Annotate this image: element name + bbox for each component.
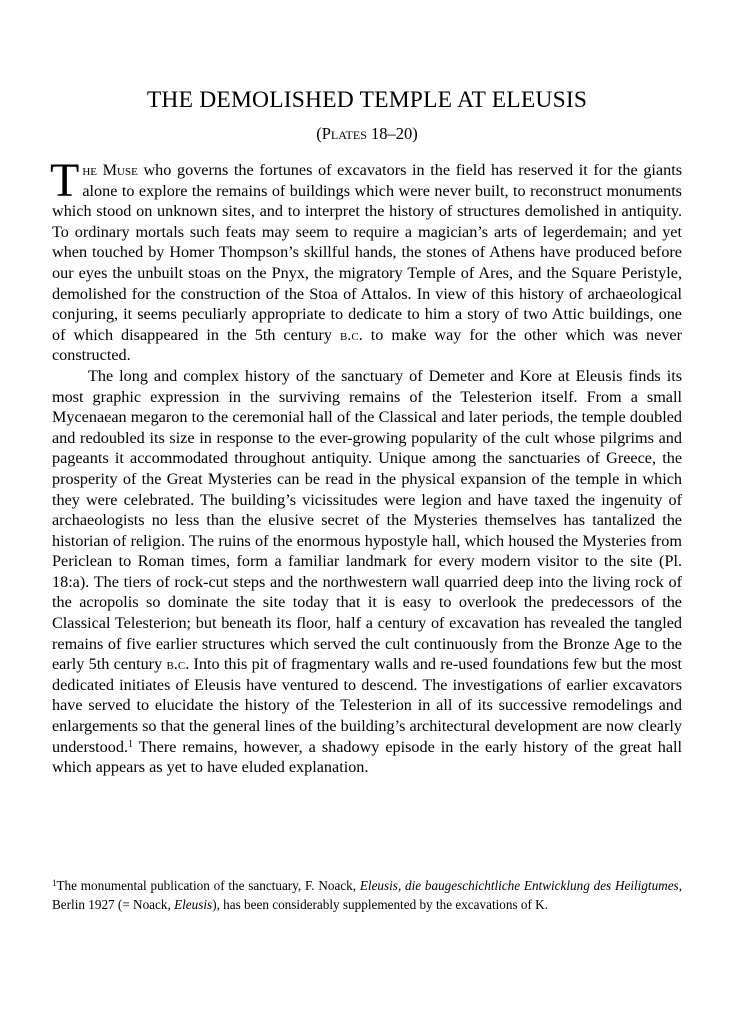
article-body: [50, 154, 683, 778]
footnote-reference[interactable]: 1: [127, 738, 133, 750]
paragraph-1-text: who governs the fortunes of excavators in the field has reserved it for the giants alone to explore the remains of buildings which were never built, to reconstruct monuments which stood on unknown sites, and to interpret the history of structures demolished in antiquity. To ordinary mortals such feats may seem to require a magician’s arts of legerdemain; and yet when touched by Homer Thompson’s skillful hands, the stones of Athens have produced before our eyes the unbuilt stoas on the Pnyx, the migratory Temple of Ares, and the Square Peristyle, demolished for the construction of the Stoa of Attalos. In view of this history of archaeological conjuring, it seems peculiarly appropriate to dedicate to him a story of two Attic buildings, one of which disappeared in the 5th century: [52, 161, 682, 344]
paragraph-2-text: The long and complex history of the sanctuary of Demeter and Kore at Eleusis finds its most graphic expression in the surviving remains of the Telesterion itself. From a small Mycenaean megaron to the ceremonial hall of the Classical and later periods, the temple doubled and redoubled its size in response to the ever-growing popularity of the cult whose pilgrims and pageants it accommodated throughout antiquity. Unique among the sanctuaries of Greece, the prosperity of the Great Mysteries can be read in the physical expansion of the temple in which they were celebrated. The building’s vicissitudes were legion and have taxed the ingenuity of archaeologists no less than the elusive secret of the Mysteries themselves has tantalized the historian of religion. The ruins of the enormous hypostyle hall, which housed the Mysteries from Periclean to Roman times, form a familiar landmark for every modern visitor to the site (Pl. 18:a). The tiers of rock-cut steps and the northwestern wall quarried deep into the living rock of the acropolis so dominate the site today that it is easy to overlook the predecessors of the Classical Telesterion; but beneath its floor, half a century of excavation has revealed the tangled remains of five earlier structures which served the cult continuously from the Bronze Age to the early 5th century: [52, 366, 682, 674]
paragraph-2-text-end: There remains, however, a shadowy episode in the early history of the great hall which appears as yet to have eluded explanation.: [52, 737, 682, 777]
era-abbreviation: b.c.: [339, 325, 363, 344]
drop-cap: T: [50, 154, 80, 207]
footnote-text: The monumental publication of the sanctuary, F. Noack,: [56, 878, 360, 893]
paragraph-1: [50, 154, 682, 366]
lead-words: he Muse: [82, 161, 138, 179]
footnote-mark: 1: [52, 878, 57, 888]
footnote-text-2: , Berlin 1927 (= Noack,: [52, 878, 682, 912]
era-abbreviation: b.c.: [166, 655, 190, 674]
footnote-italic-short: Eleusis: [174, 897, 213, 912]
paragraph-2: [52, 366, 682, 778]
footnote-italic-title: Eleusis, die baugeschichtliche Entwicklung des Heiligtumes: [359, 878, 679, 893]
paragraph-2-text-mid: Into this pit of fragmentary walls and re-used foundations few but the most dedicated initiates of Eleusis have ventured to descend. The investigations of earlier excavators have served to elucidate the history of the Telesterion in all of its successive remodelings and enlargements so that the general lines of the building’s architectural development are now clearly understood.: [52, 655, 683, 756]
paragraph-1-text-end: to make way for the other which was never constructed.: [52, 325, 682, 365]
footnote-text-3: ), has been considerably supplemented by the excavations of K.: [212, 897, 548, 912]
footnote: [52, 876, 682, 914]
plates-reference: (Plates 18–20): [316, 124, 418, 143]
article-title: THE DEMOLISHED TEMPLE AT ELEUSIS: [146, 87, 588, 113]
